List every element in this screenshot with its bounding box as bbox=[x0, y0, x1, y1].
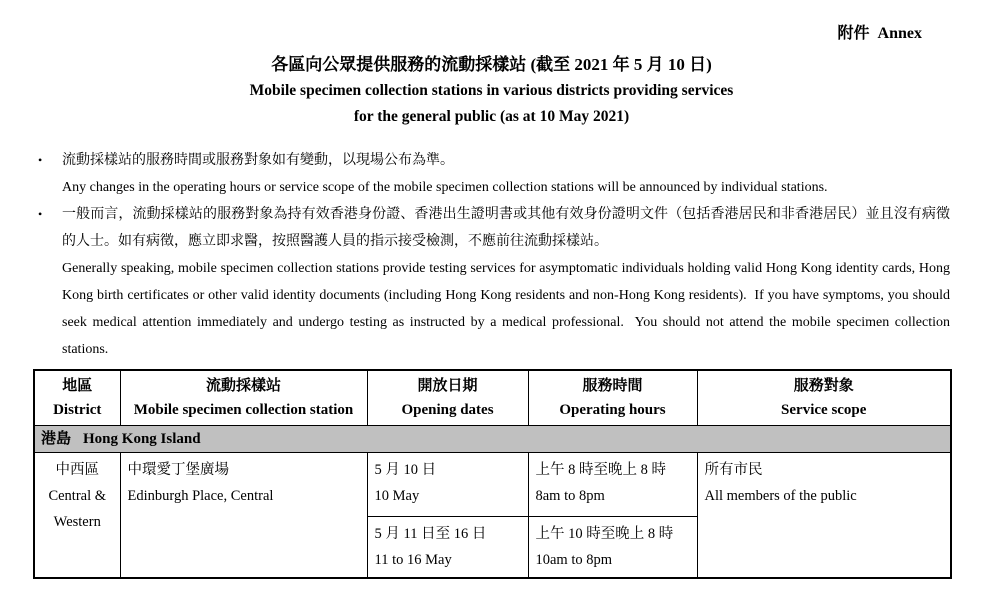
col-header-opening-dates bbox=[367, 370, 528, 426]
section-row-hong-kong-island bbox=[34, 426, 951, 453]
cell-district bbox=[34, 453, 120, 579]
notes-section bbox=[33, 147, 954, 363]
bullet-icon: • bbox=[38, 207, 43, 221]
section-row-label bbox=[34, 426, 951, 453]
table-header-row bbox=[34, 370, 951, 426]
cell-opening-dates-1-zh: 5 月 10 日 bbox=[374, 462, 437, 478]
table-row bbox=[34, 453, 951, 517]
cell-operating-hours-2 bbox=[528, 517, 697, 579]
cell-opening-dates-2-zh: 5 月 11 日至 16 日 bbox=[374, 526, 487, 542]
title-block bbox=[33, 51, 950, 130]
cell-operating-hours-1-zh: 上午 8 時至晚上 8 時 bbox=[535, 462, 666, 478]
cell-station bbox=[120, 453, 367, 579]
cell-service-scope-en: All members of the public bbox=[704, 488, 857, 504]
cell-district-en: Central & Western bbox=[48, 488, 107, 530]
cell-operating-hours-2-en: 10am to 8pm bbox=[535, 552, 613, 568]
col-header-station bbox=[120, 370, 367, 426]
note-1-en: Any changes in the operating hours or service scope of the mobile specimen collection stations will be announced by individual stations. bbox=[62, 180, 828, 195]
col-header-operating-hours bbox=[528, 370, 697, 426]
col-header-service-scope bbox=[697, 370, 951, 426]
note-item-2 bbox=[33, 201, 954, 363]
stations-table bbox=[33, 369, 952, 579]
col-header-district-en: District bbox=[53, 402, 102, 418]
note-2-zh: 一般而言，流動採樣站的服務對象為持有效香港身份證、香港出生證明書或其他有效身份證明文件（包括香港居民和非香港居民）並且沒有病徵的人士。如有病徵，應立即求醫，按照醫護人員的指示接受檢測，不應前往流動採樣站。 bbox=[62, 207, 950, 249]
col-header-district bbox=[34, 370, 120, 426]
col-header-operating-hours-en: Operating hours bbox=[559, 402, 666, 418]
cell-operating-hours-1 bbox=[528, 453, 697, 517]
page-title-en-line2: for the general public (as at 10 May 2021) bbox=[353, 108, 630, 125]
cell-district-zh: 中西區 bbox=[55, 462, 99, 478]
col-header-service-scope-en: Service scope bbox=[781, 402, 867, 418]
cell-opening-dates-2 bbox=[367, 517, 528, 579]
cell-service-scope bbox=[697, 453, 951, 579]
cell-opening-dates-1 bbox=[367, 453, 528, 517]
annex-label-zh: 附件 bbox=[837, 25, 870, 42]
col-header-opening-dates-en: Opening dates bbox=[401, 402, 494, 418]
page-title-en-line1: Mobile specimen collection stations in various districts providing services bbox=[249, 82, 734, 99]
section-label-en: Hong Kong Island bbox=[83, 431, 201, 447]
col-header-station-en: Mobile specimen collection station bbox=[133, 402, 354, 418]
cell-station-en: Edinburgh Place, Central bbox=[127, 488, 274, 504]
note-1-zh: 流動採樣站的服務時間或服務對象如有變動，以現場公布為準。 bbox=[62, 153, 454, 168]
cell-opening-dates-2-en: 11 to 16 May bbox=[374, 552, 452, 568]
note-2-en: Generally speaking, mobile specimen collection stations provide testing services for asymptomatic individuals holding valid Hong Kong identity cards, Hong Kong birth certificates or other valid identity documents (including Hong Kong residents and non-Hong Kong residents). If you have symptoms, you should seek medical attention immediately and undergo testing as instructed by a medical professional. You should not attend the mobile specimen collection stations. bbox=[62, 261, 954, 357]
page-title-zh: 各區向公眾提供服務的流動採樣站 (截至 2021 年 5 月 10 日) bbox=[271, 55, 712, 74]
col-header-service-scope-zh: 服務對象 bbox=[793, 378, 854, 394]
annex-label-en: Annex bbox=[877, 25, 922, 42]
section-label-zh: 港島 bbox=[41, 431, 72, 447]
col-header-operating-hours-zh: 服務時間 bbox=[582, 378, 643, 394]
annex-label bbox=[33, 24, 950, 44]
cell-service-scope-zh: 所有市民 bbox=[704, 462, 763, 478]
col-header-station-zh: 流動採樣站 bbox=[205, 378, 281, 394]
cell-station-zh: 中環愛丁堡廣場 bbox=[127, 462, 229, 478]
cell-opening-dates-1-en: 10 May bbox=[374, 488, 420, 504]
note-item-1 bbox=[33, 147, 950, 201]
cell-operating-hours-1-en: 8am to 8pm bbox=[535, 488, 605, 504]
cell-operating-hours-2-zh: 上午 10 時至晚上 8 時 bbox=[535, 526, 674, 542]
col-header-opening-dates-zh: 開放日期 bbox=[417, 378, 478, 394]
col-header-district-zh: 地區 bbox=[62, 378, 93, 394]
bullet-icon: • bbox=[38, 153, 43, 167]
